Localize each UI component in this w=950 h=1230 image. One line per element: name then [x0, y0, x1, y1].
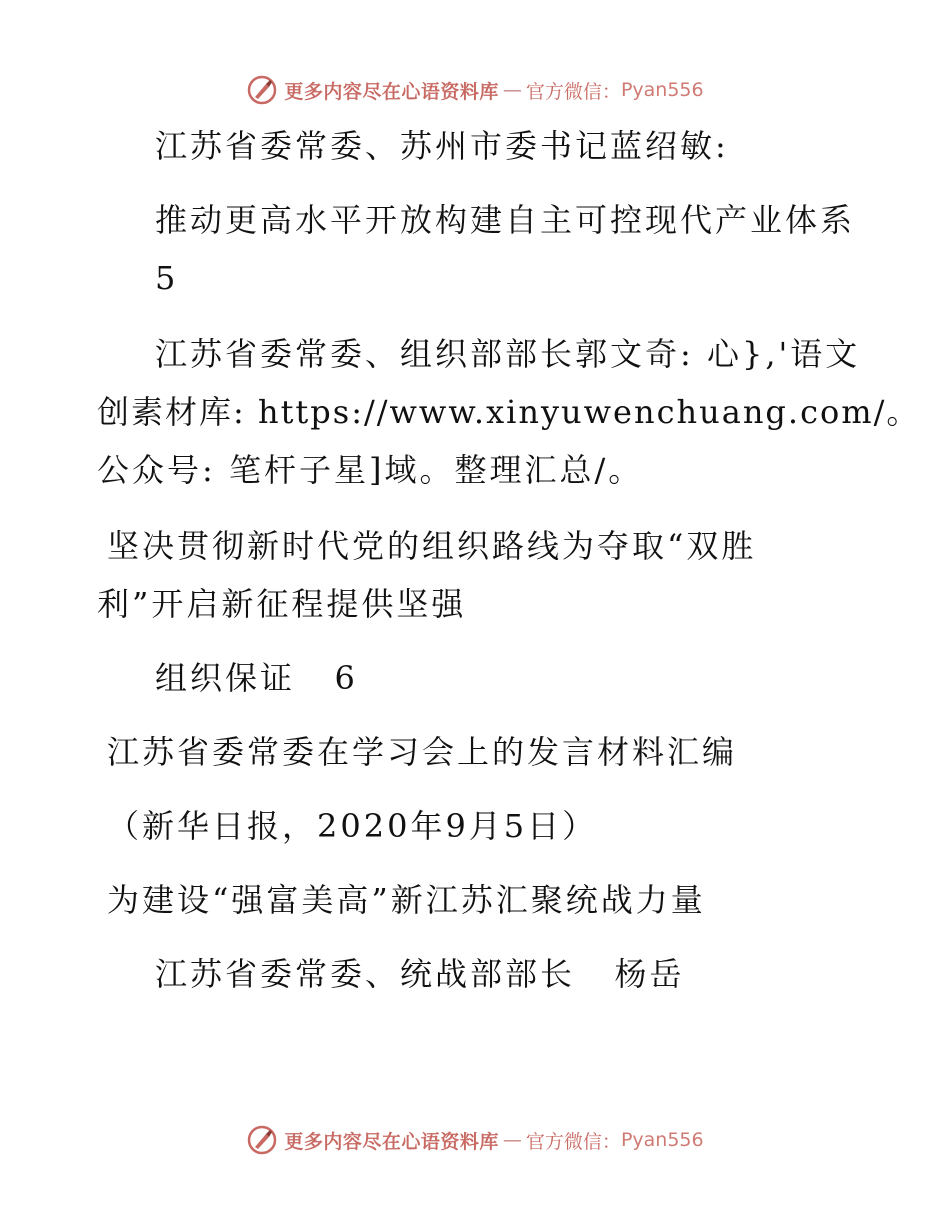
watermark-main-text: 更多内容尽在心语资料库 [284, 1130, 499, 1153]
text-line-6: 公众号: 笔杆子星]域。整理汇总/。 [97, 451, 644, 489]
watermark-separator: — [502, 1129, 522, 1151]
text-line-5: 创素材库: https://www.xinyuwenchuang.com/。 [97, 393, 921, 431]
text-line-9: 组织保证 6 [155, 659, 358, 697]
text-line-13: 江苏省委常委、统战部部长 杨岳 [155, 955, 685, 993]
header-watermark [0, 70, 950, 110]
text-line-1: 江苏省委常委、苏州市委书记蓝绍敏: [155, 127, 729, 165]
text-line-7: 坚决贯彻新时代党的组织路线为夺取“双胜 [107, 527, 757, 565]
text-line-12: 为建设“强富美高”新江苏汇聚统战力量 [107, 881, 706, 919]
watermark-account: Pyan556 [620, 79, 704, 101]
text-line-4: 江苏省委常委、组织部部长郭文奇: 心},'语文 [155, 335, 861, 373]
footer-watermark [0, 1120, 950, 1160]
pen-logo-icon [246, 1124, 278, 1156]
pen-logo-icon [246, 74, 278, 106]
text-line-8: 利”开启新征程提供坚强 [97, 585, 467, 623]
page-number-5: 5 [155, 259, 179, 297]
watermark-separator: — [502, 79, 522, 101]
watermark-main-text: 更多内容尽在心语资料库 [284, 80, 499, 103]
watermark-account: Pyan556 [620, 1129, 704, 1151]
text-line-11: （新华日报，2020年9月5日） [107, 807, 598, 845]
watermark-official-label: 官方微信： [525, 80, 621, 103]
text-line-2: 推动更高水平开放构建自主可控现代产业体系 [155, 201, 856, 239]
watermark-official-label: 官方微信： [525, 1130, 621, 1153]
text-line-10: 江苏省委常委在学习会上的发言材料汇编 [107, 733, 738, 771]
